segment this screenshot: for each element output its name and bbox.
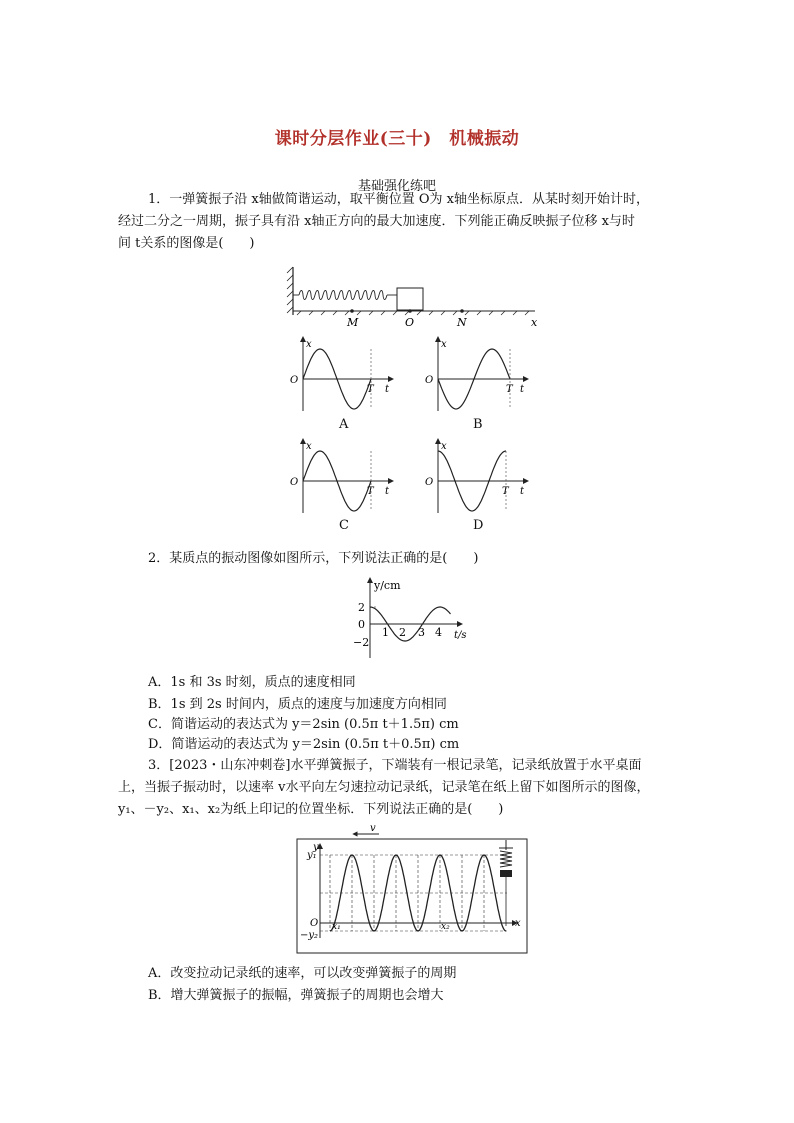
q2-option-b: B．1s 到 2s 时间内，质点的速度与加速度方向相同: [148, 697, 447, 712]
option-c-label: C: [339, 518, 349, 533]
q2-option-a: A．1s 和 3s 时刻，质点的速度相同: [148, 675, 356, 690]
t-axis-label: t: [385, 384, 390, 395]
origin-label: O: [425, 477, 434, 488]
q2-xtick-3: 3: [418, 626, 425, 639]
q3-x1-label: x₁: [332, 922, 341, 932]
q2-stem: 2．某质点的振动图像如图所示，下列说法正确的是( ): [148, 551, 479, 566]
q2-xlabel: t/s: [454, 630, 467, 641]
y-axis-label: x: [441, 339, 447, 350]
q3-record-paper-figure: [293, 822, 531, 956]
q3-option-a: A．改变拉动记录纸的速率，可以改变弹簧振子的周期: [148, 966, 457, 981]
t-axis-label: t: [520, 384, 525, 395]
t-axis-label: t: [385, 486, 390, 497]
label-m: M: [347, 316, 359, 329]
graph-c: [285, 437, 395, 515]
q2-ytick-0: 0: [358, 618, 365, 631]
q2-xtick-1: 1: [382, 626, 389, 639]
option-d-label: D: [473, 518, 484, 533]
q3-neg-y2-label: −y₂: [300, 930, 319, 941]
t-axis-label: t: [520, 486, 525, 497]
period-label: T: [367, 384, 374, 395]
spring-oscillator-figure: [285, 265, 545, 335]
q3-option-b: B．增大弹簧振子的振幅，弹簧振子的周期也会增大: [148, 988, 444, 1003]
q2-xtick-2: 2: [399, 626, 406, 639]
q3-x2-label: x₂: [441, 922, 450, 932]
q1-line-1: 1．一弹簧振子沿 x轴做简谐运动，取平衡位置 O为 x轴坐标原点．从某时刻开始计时，: [148, 192, 649, 207]
q3-origin-label: O: [310, 918, 319, 929]
graph-d: [420, 437, 530, 515]
q2-ytick-2: 2: [358, 601, 365, 614]
origin-label: O: [425, 375, 434, 386]
q2-ylabel: y/cm: [374, 579, 401, 592]
period-label: T: [502, 486, 509, 497]
q1-line-3: 间 t关系的图像是( ): [118, 236, 255, 251]
q2-ytick-neg2: −2: [353, 636, 370, 649]
q1-line-2: 经过二分之一周期，振子具有沿 x轴正方向的最大加速度．下列能正确反映振子位移 x与时: [118, 214, 635, 229]
y-axis-label: x: [306, 339, 312, 350]
q3-y-label: y: [313, 842, 319, 853]
period-label: T: [506, 384, 513, 395]
label-n: N: [457, 316, 467, 329]
q2-vibration-graph: [350, 576, 480, 662]
label-o: O: [405, 316, 415, 329]
q3-line-1: 3．[2023・山东冲刺卷]水平弹簧振子，下端装有一根记录笔，记录纸放置于水平桌面: [148, 758, 642, 773]
option-a-label: A: [339, 417, 349, 432]
y-axis-label: x: [441, 441, 447, 452]
q3-x-label: x: [515, 918, 521, 929]
graph-a: [285, 335, 395, 413]
graph-b: [420, 335, 530, 413]
q2-option-c: C．简谐运动的表达式为 y＝2sin (0.5π t＋1.5π) cm: [148, 717, 459, 732]
q2-xtick-4: 4: [435, 626, 442, 639]
origin-label: O: [290, 477, 299, 488]
q3-y1-label: y₁: [307, 850, 317, 861]
section-heading: 基础强化练吧: [357, 179, 436, 194]
option-b-label: B: [473, 417, 483, 432]
origin-label: O: [290, 375, 299, 386]
q3-line-3: y₁、－y₂、x₁、x₂为纸上印记的位置坐标．下列说法正确的是( ): [118, 802, 504, 817]
page-title: 课时分层作业(三十) 机械振动: [274, 129, 520, 149]
period-label: T: [367, 486, 374, 497]
q3-line-2: 上，当振子振动时，以速率 v水平向左匀速拉动记录纸，记录笔在纸上留下如图所示的图像，: [118, 780, 650, 795]
label-x: x: [531, 316, 538, 329]
y-axis-label: x: [306, 441, 312, 452]
q3-v-label: v: [370, 823, 376, 834]
q2-option-d: D．简谐运动的表达式为 y＝2sin (0.5π t＋0.5π) cm: [148, 737, 460, 752]
